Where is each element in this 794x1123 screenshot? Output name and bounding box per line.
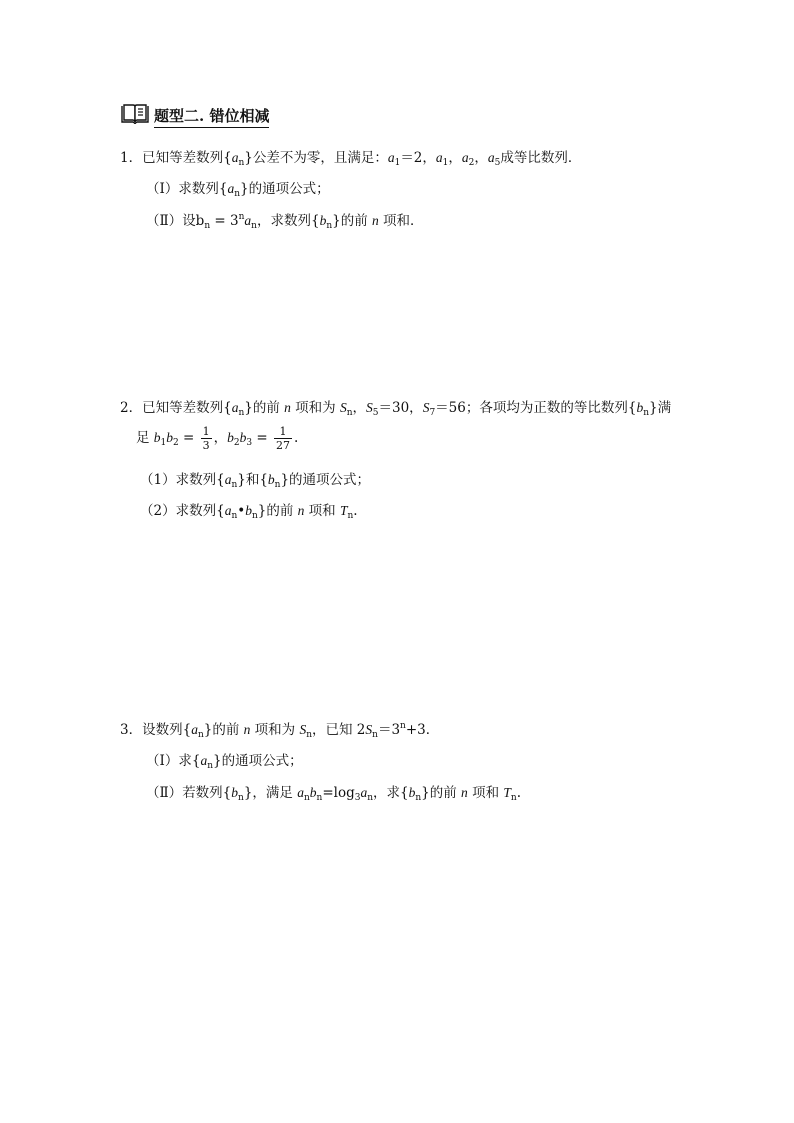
subscript: n [238,408,245,418]
subscript: n [510,793,517,803]
text: }的通项公式； [212,753,303,769]
var: a [227,181,235,196]
var: b [153,430,161,445]
numerator: 1 [202,425,210,438]
subscript: 1 [442,158,449,168]
question-1 [120,146,581,166]
question-3-part-2 [146,781,521,801]
question-number: 3． [120,722,143,738]
question-2 [120,396,671,416]
subscript: n [306,730,313,740]
subscript: 1 [160,438,167,448]
text: 求数列{ [175,472,225,488]
question-3-part-1 [146,749,303,769]
dot: • [237,503,246,519]
text: }的通项公式； [280,472,371,488]
subscript: 2 [233,438,240,448]
subscript: n [197,730,204,740]
part-label: （Ⅱ） [146,785,183,801]
text: 若数列{ [182,785,232,801]
var: a [191,722,198,737]
text: 项和 [304,503,340,519]
var: S [366,400,373,415]
subscript: 1 [394,158,401,168]
text: }的前 [244,400,285,416]
text: 设数列{ [142,722,192,738]
text: }的前 [257,503,298,519]
subscript: n [274,480,281,490]
var: b [636,400,644,415]
var: n [461,785,468,800]
subscript: n [303,793,310,803]
question-number: 2． [120,400,143,416]
text: ＝2， [400,150,436,166]
var: a [231,150,239,165]
text: ， [448,150,462,166]
text: ＝3 [377,722,401,738]
text: ， [474,150,488,166]
var: a [231,400,239,415]
var: a [360,785,368,800]
var: a [224,472,232,487]
superscript: n [238,212,245,222]
text: ＝56；各项均为正数的等比数列{ [435,400,637,416]
var: a [200,753,208,768]
subscript: 2 [173,438,179,448]
text: . [516,785,521,801]
subscript: 3 [354,793,361,803]
text: }公差不为零，且满足： [244,150,388,166]
var: b [319,213,327,228]
question-2-part-2 [140,499,358,519]
text: 已知等差数列{ [142,400,232,416]
var: S [365,722,373,737]
text: 求数列{ [178,181,228,197]
text: . [294,430,299,446]
var: a [297,785,304,800]
subscript: n [238,158,245,168]
text: 项和为 [250,722,300,738]
var: n [372,213,379,228]
part-label: （Ⅱ） [146,213,183,229]
text: 足 [136,430,154,446]
var: a [244,213,252,228]
var: b [231,785,239,800]
text: =log [322,785,355,801]
question-1-part-2 [146,209,424,229]
var: T [503,785,511,800]
text: }的前 [421,785,462,801]
text: 求数列{ [175,503,225,519]
subscript: n [326,221,333,231]
text: = 3 [210,213,239,229]
text: = [252,430,273,446]
subscript: 3 [246,438,253,448]
var: S [339,400,347,415]
var: a [224,503,232,518]
subscript: 2 [468,158,475,168]
subscript: 5 [494,158,501,168]
var: n [297,503,305,518]
subscript: 7 [429,408,436,418]
subscript: n [316,793,323,803]
text: 已知等差数列{ [142,150,232,166]
question-3 [120,718,439,738]
var: b [239,430,247,445]
text: +3． [405,722,440,738]
subscript: n [367,793,373,803]
question-2-condition [136,425,298,452]
text: 项和为 [290,400,340,416]
text: 求{ [178,753,201,769]
text: 成等比数列． [500,150,582,166]
var: b [408,785,416,800]
text: ， [213,430,228,446]
subscript: n [347,511,354,521]
var: b [267,472,275,487]
subscript: n [207,761,213,771]
part-label: （2） [140,503,176,519]
text: 设b [182,213,205,229]
subscript: n [238,793,244,803]
question-1-part-1 [146,177,330,197]
var: a [387,150,395,165]
text: 项和 [467,785,504,801]
var: S [299,722,307,737]
section-heading [120,103,269,129]
fraction [201,425,212,452]
section-title: 题型二. 错位相减 [154,105,269,128]
subscript: n [204,221,211,231]
text: }和{ [237,472,268,488]
part-label: （Ⅰ） [146,181,179,197]
var: a [461,150,469,165]
var: a [435,150,443,165]
fraction [274,425,292,452]
subscript: 5 [372,408,379,418]
var: b [166,430,174,445]
subscript: n [643,408,649,418]
superscript: n [400,721,406,731]
text: }，满足 [243,785,298,801]
subscript: n [251,221,257,231]
question-number: 1． [120,150,143,166]
subscript: n [234,189,240,199]
open-book-icon [120,103,150,129]
var: a [487,150,495,165]
text: }的前 [203,722,244,738]
subscript: n [372,730,378,740]
var: S [422,400,430,415]
var: b [245,503,252,518]
numerator: 1 [274,425,292,439]
denominator: 3 [202,439,210,452]
var: b [227,430,234,445]
text: }满 [649,400,672,416]
text: ， [352,400,367,416]
subscript: n [231,511,238,521]
text: }的通项公式； [239,181,330,197]
var: n [284,400,291,415]
denominator: 27 [276,439,291,452]
text: }的前 [332,213,372,229]
text: . [353,503,358,519]
text: ，求数列{ [256,213,320,229]
subscript: n [251,511,258,521]
text: ，已知 2 [312,722,366,738]
text: ＝30， [378,400,423,416]
var: T [339,503,348,518]
text: 项和． [378,213,424,229]
part-label: （Ⅰ） [146,753,179,769]
subscript: n [346,408,353,418]
part-label: （1） [140,472,176,488]
question-2-part-1 [140,468,370,488]
subscript: n [231,480,238,490]
text: ，求{ [373,785,409,801]
var: b [309,785,317,800]
subscript: n [415,793,422,803]
var: n [243,722,251,737]
text: = [178,430,199,446]
